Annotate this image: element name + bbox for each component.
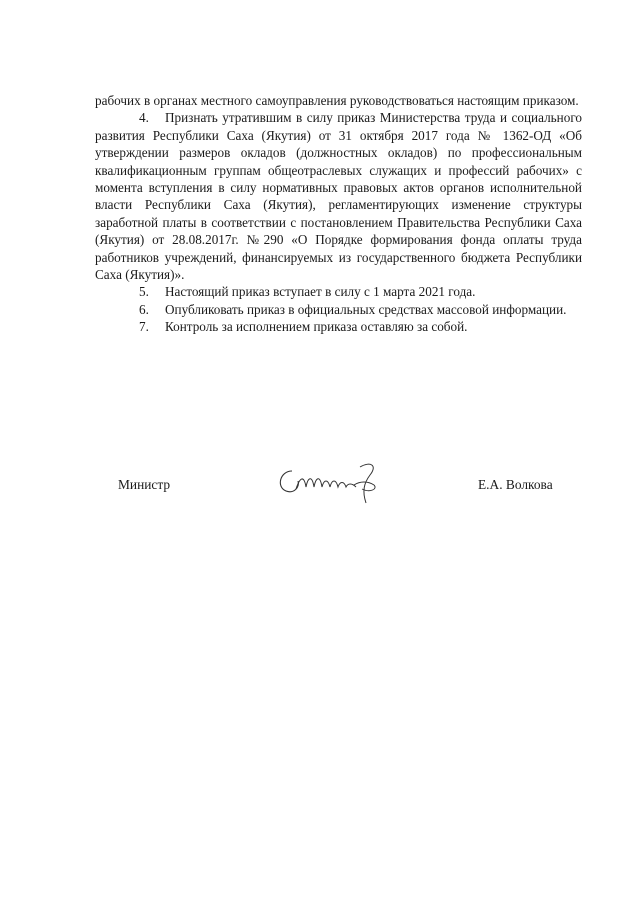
item-6-text: Опубликовать приказ в официальных средствах массовой информации. bbox=[165, 301, 567, 317]
signature-block bbox=[0, 455, 640, 515]
item-5-number: 5. bbox=[139, 284, 149, 300]
intro-paragraph: рабочих в органах местного самоуправления руководствоваться настоящим приказом. bbox=[95, 93, 579, 108]
item-7-text: Контроль за исполнением приказа оставляю за собой. bbox=[165, 319, 468, 335]
item-5 bbox=[95, 283, 582, 300]
item-4-number: 4. bbox=[139, 110, 149, 126]
item-7-number: 7. bbox=[139, 319, 149, 335]
handwritten-signature bbox=[270, 457, 390, 507]
item-6 bbox=[95, 301, 582, 318]
item-4-text: Признать утратившим в силу приказ Министерства труда и социального развития Республики Саха (Якутия) от 31 октября 2017 года № 1362-ОД «Об утверждении размеров окладов (должностных окладов) по профессиональным квалификационным группам общеотраслевых служащих и профессий рабочих» с момента вступления в силу нормативных правовых актов органов исполнительной власти Республики Саха (Якутия), регламентирующих изменение структуры заработной платы в соответствии с постановлением Правительства Республики Саха (Якутия) от 28.08.2017г. №290 «О Порядке формирования фонда оплаты труда работников учреждений, финансируемых из государственного бюджета Республики Саха (Якутия)». bbox=[95, 110, 582, 283]
item-6-number: 6. bbox=[139, 301, 149, 317]
document-body bbox=[95, 92, 582, 336]
signatory-name: Е.А. Волкова bbox=[478, 477, 553, 492]
item-4 bbox=[95, 109, 582, 283]
item-7 bbox=[95, 318, 582, 335]
signatory-role: Министр bbox=[118, 477, 171, 492]
item-5-text: Настоящий приказ вступает в силу с 1 марта 2021 года. bbox=[165, 284, 476, 300]
